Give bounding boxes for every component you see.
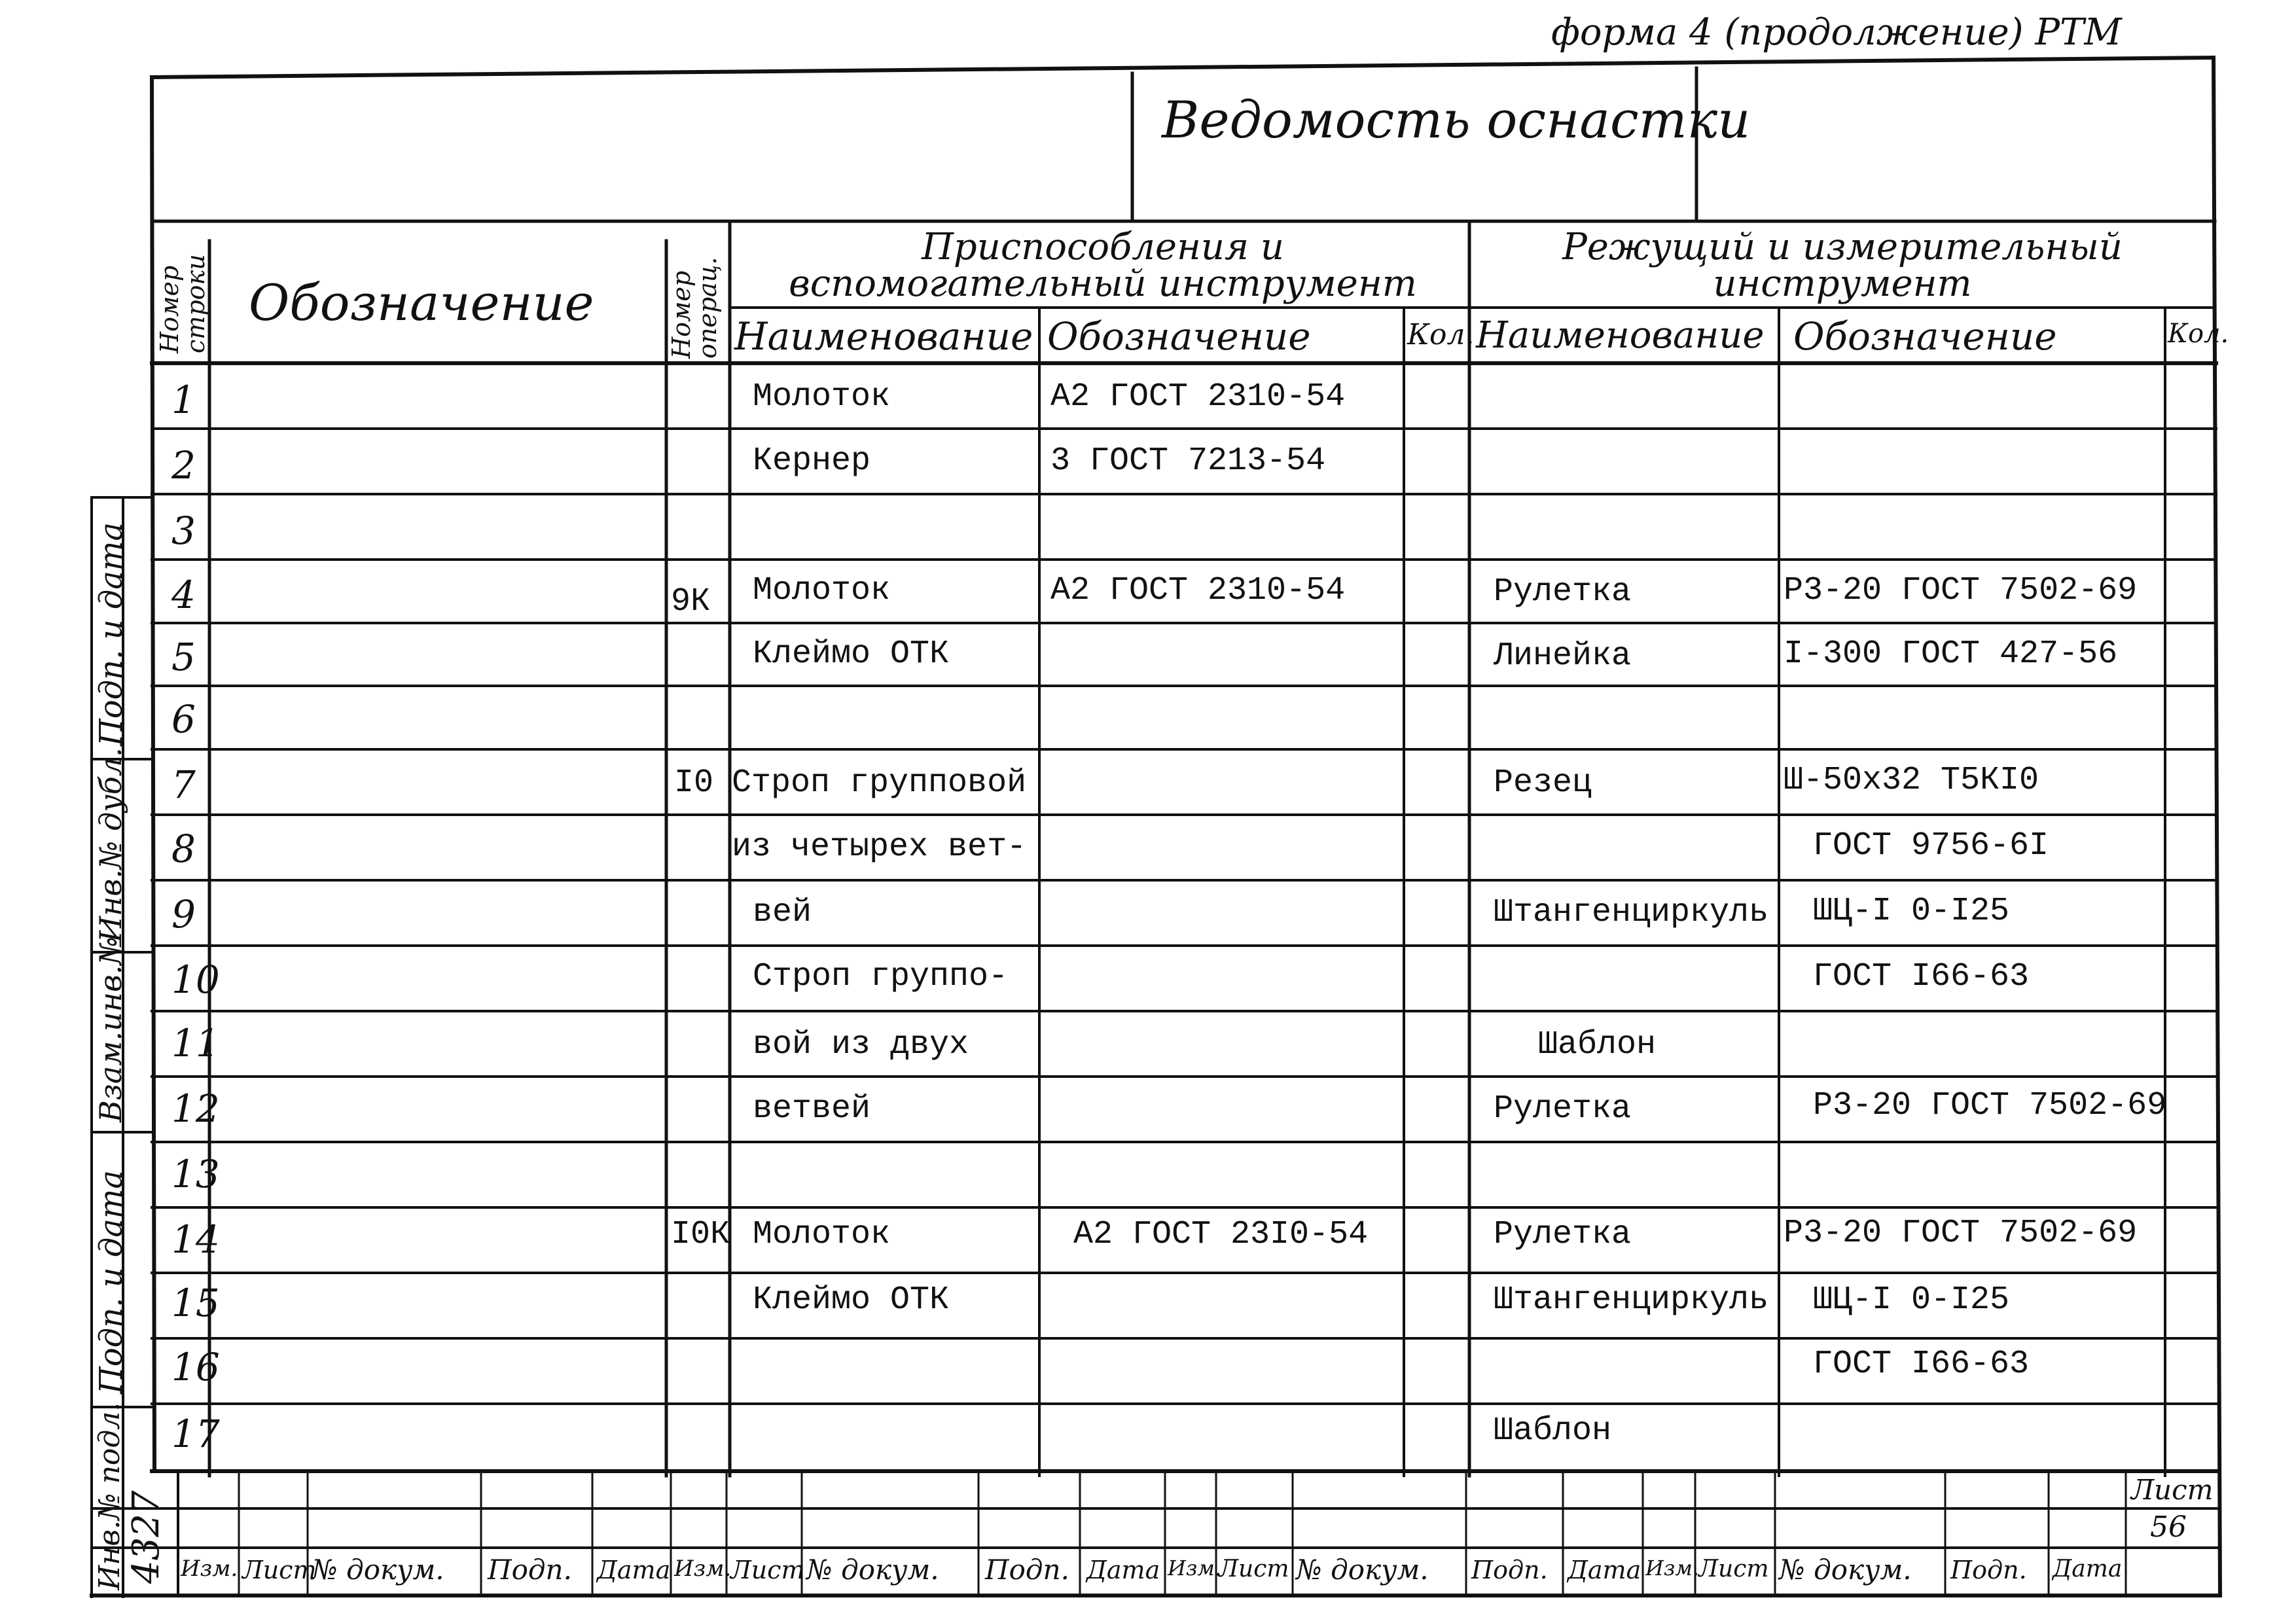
- tool-designation: І-300 ГОСТ 427-56: [1784, 635, 2118, 673]
- footer-label: Подп.: [1471, 1556, 1548, 1584]
- tool-name: Резец: [1494, 764, 1592, 802]
- tool-name: Шаблон: [1494, 1412, 1612, 1450]
- footer-label: Подп.: [488, 1554, 572, 1586]
- fixture-designation: А2 ГОСТ 2310-54: [1050, 378, 1346, 416]
- tool-designation: ГОСТ І66-63: [1813, 958, 2030, 995]
- tool-designation: ГОСТ І66-63: [1813, 1346, 2030, 1383]
- fixture-name: Молоток: [753, 1216, 891, 1253]
- row-number: 3: [171, 508, 196, 553]
- tool-designation: ШЦ-І 0-І25: [1813, 1281, 2010, 1319]
- footer-label: № докум.: [1779, 1554, 1912, 1586]
- side-inv-podl: Инв.№ подл.: [93, 1402, 126, 1590]
- row-number: 6: [171, 697, 196, 741]
- row-number: 16: [171, 1345, 220, 1389]
- header-cutting-qty: Кол.: [2168, 319, 2229, 349]
- tool-designation: Ш-50х32 Т5КІ0: [1784, 762, 2039, 799]
- footer-label: Изм.: [1168, 1556, 1222, 1580]
- side-sign-date-2: Подп. и дата: [93, 1170, 130, 1394]
- footer-label: Лист: [1219, 1556, 1289, 1582]
- row-number: 4: [171, 573, 196, 617]
- side-sign-date-1: Подп. и дата: [93, 522, 130, 746]
- header-cutting-group: Режущий и измерительный инструмент: [1562, 226, 2123, 305]
- tool-designation: ГОСТ 9756-6І: [1813, 827, 2049, 865]
- fixture-name: вой из двух: [753, 1026, 969, 1063]
- footer-label: № докум.: [1296, 1554, 1429, 1586]
- operation-number: І0К: [671, 1216, 730, 1253]
- row-number: 7: [171, 762, 196, 807]
- footer-label: Изм.: [674, 1556, 732, 1582]
- form-corner-note: форма 4 (продолжение) РТМ: [1551, 11, 2122, 54]
- side-inv-number: 4327: [125, 1490, 168, 1584]
- footer-label: Дата: [2053, 1556, 2123, 1582]
- tool-designation: Р3-20 ГОСТ 7502-69: [1784, 1215, 2138, 1252]
- fixture-name: Кернер: [753, 442, 871, 480]
- footer-label: Подп.: [1950, 1556, 2027, 1584]
- row-number: 9: [171, 892, 196, 936]
- fixture-name: из четырех вет-: [732, 829, 1027, 866]
- fixture-name: Клеймо ОТК: [753, 635, 950, 673]
- side-vzam-inv: Взам.инв.№: [93, 936, 128, 1122]
- row-number: 17: [171, 1412, 220, 1456]
- footer-label: № докум.: [806, 1554, 939, 1586]
- row-number: 5: [171, 635, 196, 679]
- document-title: Ведомость оснастки: [1162, 91, 1751, 150]
- header-fixtures-name: Наименование: [734, 314, 1033, 359]
- tool-designation: Р3-20 ГОСТ 7502-69: [1813, 1087, 2167, 1124]
- row-number: 8: [171, 827, 196, 871]
- row-number: 14: [171, 1217, 220, 1262]
- tool-designation: Р3-20 ГОСТ 7502-69: [1784, 572, 2138, 609]
- footer-label: Лист: [1698, 1556, 1769, 1582]
- row-number: 12: [171, 1086, 220, 1131]
- header-fixtures-qty: Кол.: [1407, 318, 1475, 351]
- fixture-name: Молоток: [753, 572, 891, 609]
- fixture-designation: А2 ГОСТ 2310-54: [1050, 572, 1346, 609]
- footer-label: Дата: [1568, 1556, 1641, 1584]
- header-fixtures-group: Приспособления и вспомогательный инструмент: [789, 226, 1417, 305]
- sheet-number: 56: [2150, 1510, 2187, 1544]
- fixture-name: Клеймо ОТК: [753, 1281, 950, 1319]
- footer-label: № докум.: [312, 1554, 444, 1586]
- header-cutting-name: Наименование: [1476, 314, 1765, 357]
- fixture-name: вей: [753, 894, 812, 931]
- footer-label: Дата: [597, 1556, 671, 1584]
- tool-name: Штангенциркуль: [1494, 1281, 1769, 1319]
- footer-label: Изм.: [181, 1556, 238, 1582]
- row-number: 13: [171, 1152, 220, 1196]
- tool-name: Линейка: [1494, 637, 1632, 675]
- footer-label: Лист: [730, 1556, 805, 1584]
- row-number: 1: [171, 378, 196, 422]
- row-number: 11: [171, 1021, 220, 1065]
- footer-label: Дата: [1086, 1556, 1160, 1584]
- tool-name: Штангенциркуль: [1494, 894, 1769, 931]
- side-inv-dubl: Инв.№ дубл.: [93, 747, 128, 942]
- footer-label: Подп.: [985, 1554, 1069, 1586]
- tool-name: Рулетка: [1494, 1090, 1632, 1128]
- fixture-designation: А2 ГОСТ 23І0-54: [1073, 1216, 1369, 1253]
- fixture-name: Строп группо-: [753, 958, 1009, 995]
- footer-label: Изм.: [1645, 1556, 1700, 1580]
- footer-label: Лист: [242, 1556, 317, 1584]
- row-number: 10: [171, 957, 220, 1002]
- sheet-label: Лист: [2131, 1474, 2214, 1506]
- tool-name: Рулетка: [1494, 573, 1632, 611]
- header-designation: Обозначение: [249, 274, 594, 332]
- row-number: 2: [171, 443, 196, 488]
- operation-number: І0: [674, 764, 714, 802]
- tool-designation: ШЦ-І 0-І25: [1813, 893, 2010, 930]
- fixture-name: ветвей: [753, 1090, 871, 1128]
- header-row-number: Номер строки: [155, 254, 210, 353]
- fixture-designation: 3 ГОСТ 7213-54: [1050, 442, 1326, 480]
- row-number: 15: [171, 1281, 220, 1325]
- header-operation-number: Номер операц.: [667, 257, 722, 359]
- header-fixtures-designation: Обозначение: [1047, 314, 1311, 359]
- header-cutting-designation: Обозначение: [1793, 314, 2057, 359]
- tool-name: Шаблон: [1538, 1026, 1657, 1063]
- fixture-name: Строп групповой: [732, 764, 1027, 802]
- fixture-name: Молоток: [753, 378, 891, 416]
- tool-name: Рулетка: [1494, 1216, 1632, 1253]
- operation-number: 9К: [671, 583, 711, 620]
